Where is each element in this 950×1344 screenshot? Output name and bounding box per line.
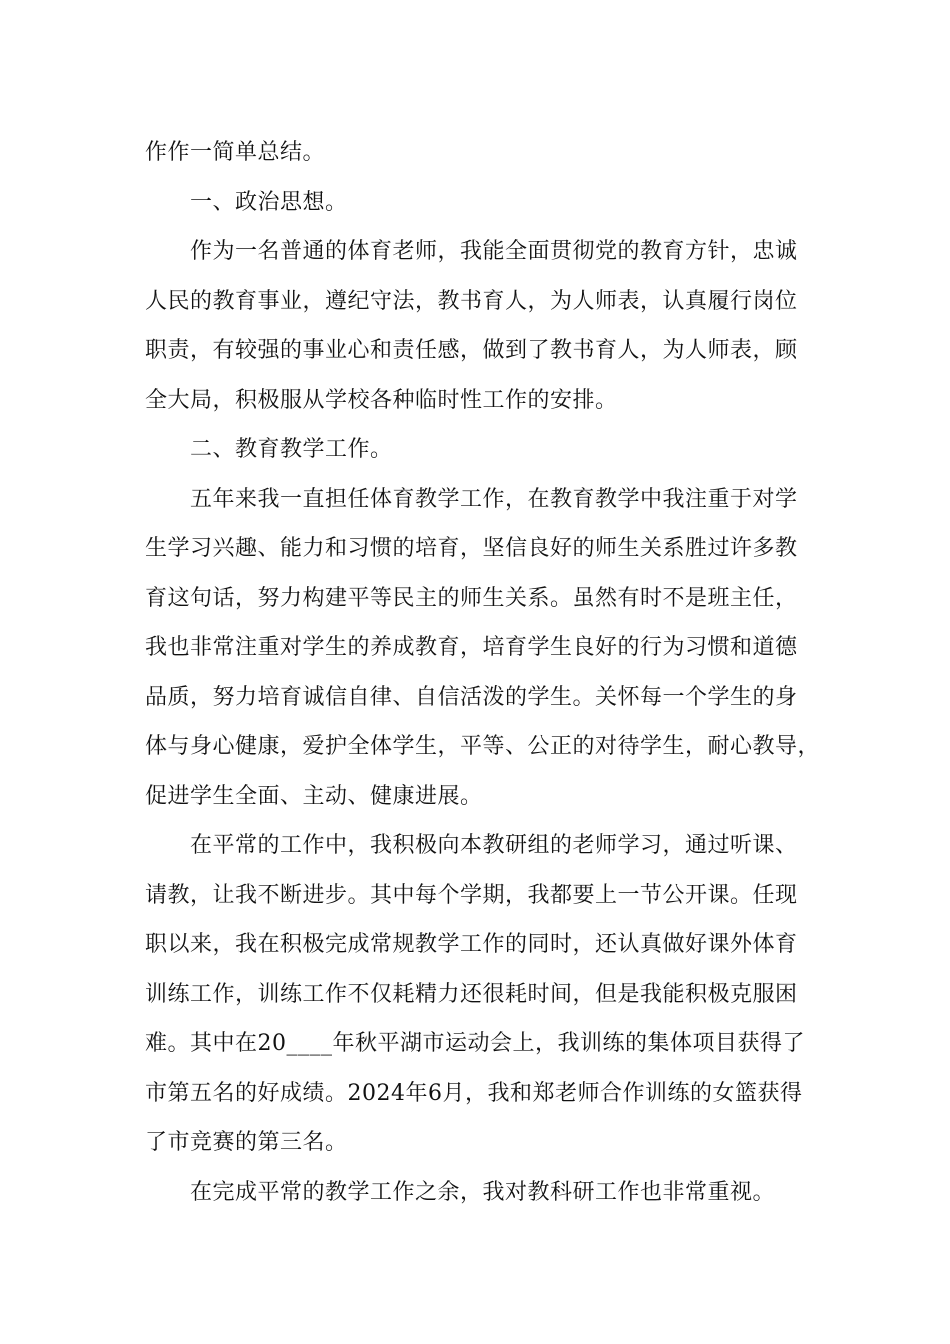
paragraph-line: 生学习兴趣、能力和习惯的培育，坚信良好的师生关系胜过许多教 — [145, 536, 798, 561]
paragraph-line: 在完成平常的教学工作之余，我对教科研工作也非常重视。 — [190, 1179, 776, 1205]
paragraph-line: 请教，让我不断进步。其中每个学期，我都要上一节公开课。任现 — [145, 882, 798, 908]
paragraph-line: 体与身心健康，爱护全体学生，平等、公正的对待学生，耐心教导， — [145, 734, 821, 759]
paragraph-line: 全大局，积极服从学校各种临时性工作的安排。 — [145, 387, 618, 413]
paragraph-line: 育这句话，努力构建平等民主的师生关系。虽然有时不是班主任， — [145, 585, 798, 611]
paragraph-line: 我也非常注重对学生的养成教育，培育学生良好的行为习惯和道德 — [145, 635, 798, 660]
paragraph-line: 在平常的工作中，我积极向本教研组的老师学习，通过听课、 — [190, 833, 798, 858]
paragraph-line: 职以来，我在积极完成常规教学工作的同时，还认真做好课外体育 — [145, 932, 798, 957]
paragraph-line: 难。其中在20____年秋平湖市运动会上，我训练的集体项目获得了 — [145, 1031, 805, 1056]
document-body — [145, 128, 835, 1217]
paragraph-line: 五年来我一直担任体育教学工作，在教育教学中我注重于对学 — [190, 486, 798, 512]
paragraph-line: 市第五名的好成绩。2024年6月，我和郑老师合作训练的女篮获得 — [145, 1080, 803, 1106]
paragraph-line: 人民的教育事业，遵纪守法，教书育人，为人师表，认真履行岗位 — [145, 288, 798, 314]
paragraph-line: 作为一名普通的体育老师，我能全面贯彻党的教育方针，忠诚 — [190, 239, 798, 264]
paragraph-line: 作作一简单总结。 — [145, 140, 326, 165]
section-heading: 二、教育教学工作。 — [190, 437, 393, 462]
paragraph-line: 促进学生全面、主动、健康进展。 — [145, 783, 483, 809]
paragraph-line: 训练工作，训练工作不仅耗精力还很耗时间，但是我能积极克服困 — [145, 981, 798, 1007]
paragraph-line: 了市竞赛的第三名。 — [145, 1130, 348, 1155]
paragraph-line: 品质，努力培育诚信自律、自信活泼的学生。关怀每一个学生的身 — [145, 684, 798, 710]
paragraph-line: 职责，有较强的事业心和责任感，做到了教书育人，为人师表，顾 — [145, 338, 798, 363]
section-heading: 一、政治思想。 — [190, 189, 348, 215]
